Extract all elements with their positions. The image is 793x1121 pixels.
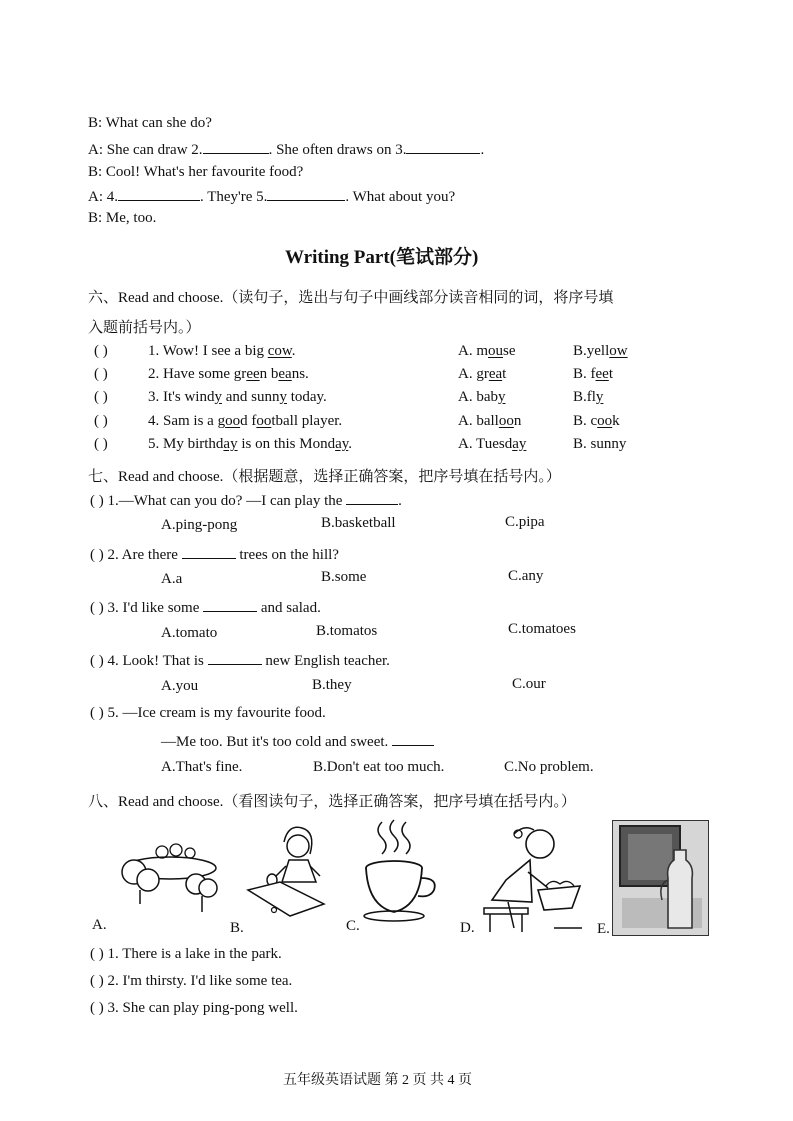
question-text: and salad. (260, 600, 321, 616)
answer-blank[interactable] (346, 491, 398, 505)
question-text: new English teacher. (265, 653, 390, 669)
dialogue-text: . What about you? (345, 189, 456, 205)
question-text: 4. Look! That is (107, 653, 204, 669)
s7-q2-option-c: C.any (508, 568, 544, 584)
s8-q3 (90, 1000, 298, 1017)
dialogue-line-2 (88, 140, 484, 159)
s7-q5-line-2 (161, 732, 434, 751)
answer-paren[interactable]: ( ) (90, 653, 104, 669)
picture-label-c: C. (346, 918, 360, 934)
question-text: 1. There is a lake in the park. (107, 946, 282, 962)
answer-blank[interactable] (392, 732, 434, 746)
girl-ping-pong-picture (244, 820, 334, 920)
answer-paren[interactable]: ( ) (90, 973, 104, 989)
answer-paren[interactable]: ( ) (94, 413, 108, 429)
dialogue-text: . They're 5. (200, 189, 268, 205)
section-title: Writing Part(笔试部分) (285, 247, 479, 268)
s7-q5-option-c: C.No problem. (504, 759, 594, 775)
s8-q1 (90, 946, 282, 963)
s6-option-b: B.yellow (573, 343, 628, 359)
s6-option-a: A. Tuesday (458, 436, 527, 452)
s7-q1-option-c: C.pipa (505, 514, 545, 530)
dialogue-text: . (480, 142, 485, 158)
s7-q5 (90, 705, 326, 722)
answer-paren[interactable]: ( ) (90, 705, 104, 721)
question-text: 2. I'm thirsty. I'd like some tea. (107, 973, 293, 989)
s6-option-b: B. feet (573, 366, 613, 382)
page-footer: 五年级英语试题 第 2 页 共 4 页 (283, 1073, 472, 1088)
dialogue-line-5: B: Me, too. (88, 210, 157, 226)
answer-paren[interactable]: ( ) (90, 600, 104, 616)
picture-label-a: A. (92, 917, 107, 933)
answer-blank[interactable] (118, 187, 200, 201)
dialogue-line-3: B: Cool! What's her favourite food? (88, 164, 304, 180)
s8-q2 (90, 973, 292, 990)
answer-paren[interactable]: ( ) (90, 1000, 104, 1016)
s6-option-a: A. great (458, 366, 507, 382)
s7-q1-option-b: B.basketball (321, 515, 396, 531)
question-text: 5. —Ice cream is my favourite food. (107, 705, 326, 721)
s6-sentence: 2. Have some green beans. (148, 366, 309, 382)
s7-q4-option-a: A.you (161, 678, 199, 694)
s7-q4-option-b: B.they (312, 677, 352, 693)
s7-q1-option-a: A.ping-pong (161, 517, 238, 533)
picture-label-b: B. (230, 920, 244, 936)
s6-heading-1: 六、Read and choose.（读句子，选出与句子中画线部分读音相同的词，将序号填 (88, 290, 614, 306)
answer-blank[interactable] (203, 140, 269, 154)
tea-cup-picture (360, 818, 442, 926)
question-text: trees on the hill? (239, 547, 339, 563)
dialogue-text: A: 4. (88, 189, 118, 205)
s6-option-a: A. mouse (458, 343, 516, 359)
dialogue-text: . She often draws on 3. (268, 142, 407, 158)
s8-heading: 八、Read and choose.（看图读句子，选择正确答案，把序号填在括号内。） (88, 794, 576, 810)
s7-q1 (90, 491, 402, 510)
question-text: —Me too. But it's too cold and sweet. (161, 734, 389, 750)
s6-sentence: 5. My birthday is on this Monday. (148, 436, 353, 452)
answer-blank[interactable] (208, 651, 262, 665)
answer-blank[interactable] (182, 545, 236, 559)
picture-label-d: D. (460, 920, 475, 936)
s7-q3-option-c: C.tomatoes (508, 621, 576, 637)
question-text: 3. I'd like some (107, 600, 200, 616)
girl-washing-picture (478, 824, 586, 938)
answer-paren[interactable]: ( ) (94, 389, 108, 405)
s7-q5-option-b: B.Don't eat too much. (313, 759, 445, 775)
s6-heading-2: 入题前括号内。） (88, 320, 201, 336)
picture-label-e: E. (597, 921, 610, 937)
s6-option-a: A. balloon (458, 413, 522, 429)
dialogue-line-4 (88, 187, 455, 206)
answer-blank[interactable] (406, 140, 480, 154)
s7-q2-option-b: B.some (321, 569, 367, 585)
answer-paren[interactable]: ( ) (90, 547, 104, 563)
s6-option-a: A. baby (458, 389, 506, 405)
s6-sentence: 1. Wow! I see a big cow. (148, 343, 296, 359)
answer-paren[interactable]: ( ) (94, 436, 108, 452)
answer-paren[interactable]: ( ) (90, 493, 104, 509)
question-text: 3. She can play ping-pong well. (107, 1000, 298, 1016)
s6-option-b: B. sunny (573, 436, 627, 452)
s6-option-b: B.fly (573, 389, 604, 405)
question-text: 1.—What can you do? —I can play the (107, 493, 343, 509)
s7-q3-option-a: A.tomato (161, 625, 218, 641)
s6-option-b: B. cook (573, 413, 620, 429)
answer-paren[interactable]: ( ) (90, 946, 104, 962)
answer-paren[interactable]: ( ) (94, 343, 108, 359)
question-text: . (398, 493, 402, 509)
s7-q3 (90, 598, 321, 617)
bottle-photo-picture (612, 820, 709, 936)
park-lake-picture (112, 838, 227, 916)
s7-q2 (90, 545, 339, 564)
s6-sentence: 3. It's windy and sunny today. (148, 389, 327, 405)
s7-q3-option-b: B.tomatos (316, 623, 378, 639)
question-text: 2. Are there (107, 547, 178, 563)
s7-q4-option-c: C.our (512, 676, 546, 692)
answer-blank[interactable] (267, 187, 345, 201)
s7-q5-option-a: A.That's fine. (161, 759, 243, 775)
answer-paren[interactable]: ( ) (94, 366, 108, 382)
dialogue-line-1: B: What can she do? (88, 115, 212, 131)
s6-sentence: 4. Sam is a good football player. (148, 413, 343, 429)
answer-blank[interactable] (203, 598, 257, 612)
s7-q2-option-a: A.a (161, 571, 183, 587)
s7-heading: 七、Read and choose.（根据题意，选择正确答案，把序号填在括号内。） (88, 469, 561, 485)
dialogue-text: A: She can draw 2. (88, 142, 203, 158)
s7-q4 (90, 651, 390, 670)
